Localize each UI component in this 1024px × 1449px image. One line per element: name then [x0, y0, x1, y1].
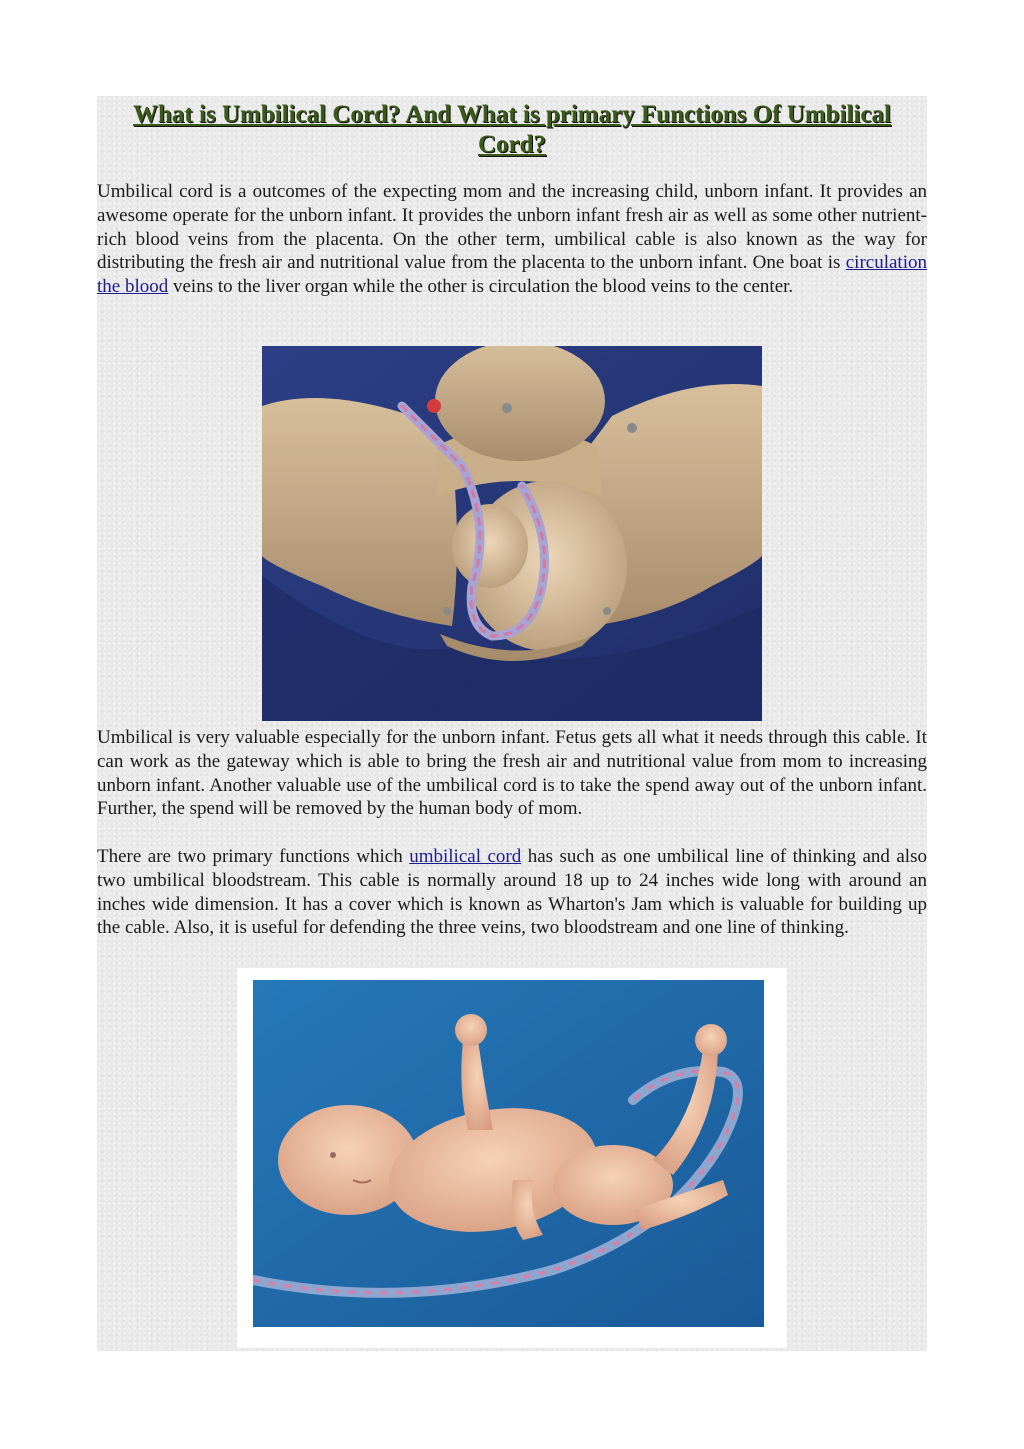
- umbilical-cord-link[interactable]: umbilical cord: [409, 846, 522, 867]
- circulation-link[interactable]: circulation the blood: [97, 252, 927, 298]
- pelvis-model-image: [262, 346, 762, 721]
- document-page: [97, 96, 927, 1351]
- paragraph-intro: [97, 180, 927, 299]
- paragraph-value: Umbilical is very valuable especially for the unborn infant. Fetus gets all what it needs through this cable. It can work as the gateway which is able to bring the fresh air and nutritional value from mom to increasing unborn infant. Another valuable use of the umbilical cord is to take the spend away out of the unborn infant. Further, the spend will be removed by the human body of mom.: [97, 727, 927, 820]
- fetus-model-photo: [253, 980, 764, 1327]
- paragraph-intro-text-a: Umbilical cord is a outcomes of the expecting mom and the increasing child, unborn infant. It provides an awesome operate for the unborn infant. It provides the unborn infant fresh air as well as some other nutrient-rich blood veins from the placenta. On the other term, umbilical cable is also known as the way for distributing the fresh air and nutritional value from the placenta to the unborn infant. One boat is: [97, 181, 927, 274]
- paragraph-intro-text-b: veins to the liver organ while the other is circulation the blood veins to the center.: [168, 276, 794, 298]
- paragraph-functions-text-b: has such as one umbilical line of thinking and also two umbilical bloodstream. This cable is normally around 18 up to 24 inches wide long with around an inches wide dimension. It has a cover which is known as Wharton's Jam which is valuable for building up the cable. Also, it is useful for defending the three veins, two bloodstream and one line of thinking.: [97, 846, 927, 939]
- paragraph-functions: [97, 845, 927, 940]
- paragraph-functions-text-a: There are two primary functions which: [97, 846, 410, 867]
- page-title: What is Umbilical Cord? And What is primary Functions Of Umbilical Cord?: [133, 101, 891, 158]
- fetus-model-image: [237, 968, 787, 1348]
